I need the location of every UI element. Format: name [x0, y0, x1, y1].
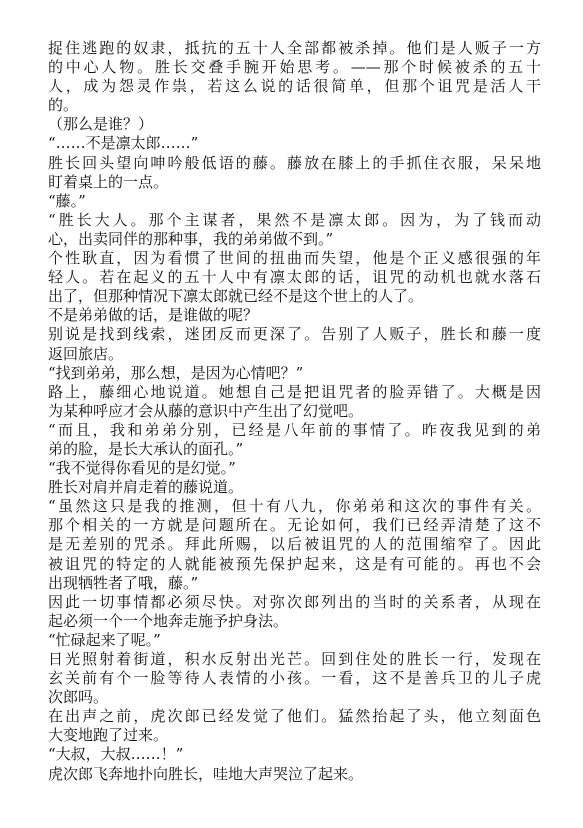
text-line: 的。 [48, 96, 79, 115]
text-line: 在出声之前，虎次郎已经发觉了他们。猛然抬起了头，他立刻面色 [48, 707, 541, 726]
text-line: 日光照射着街道，积水反射出光芒。回到住处的胜长一行，发现在 [48, 650, 541, 668]
text-line: 的中心人物。胜长交叠手腕开始思考。——那个时候被杀的五十 [48, 58, 541, 77]
text-line: “找到弟弟，那么想，是因为心情吧？” [48, 363, 304, 382]
text-line: 为某种呼应才会从藤的意识中产生出了幻觉吧。 [48, 401, 364, 420]
text-line: 那个相关的一方就是问题所在。无论如何，我们已经弄清楚了这不 [48, 516, 541, 535]
text-line: “我不觉得你看见的是幻觉。” [48, 459, 236, 478]
text-line: “大叔，大叔……！” [48, 745, 184, 764]
text-line: 不是弟弟做的话，是谁做的呢？ [48, 306, 259, 325]
text-line: 捉住逃跑的奴隶，抵抗的五十人全部都被杀掉。他们是人贩子一方 [48, 39, 541, 57]
text-line: 次郎吗。 [48, 688, 109, 707]
text-line: 出了，但那种情况下凛太郎就已经不是这个世上的人了。 [48, 287, 424, 306]
text-line: 玄关前有个一脸等待人表情的小孩。一看，这不是善兵卫的儿子虎 [48, 669, 541, 688]
text-line: 胜长回头望向呻吟般低语的藤。藤放在膝上的手抓住衣服，呆呆地 [48, 153, 541, 172]
text-line: “……不是凛太郎……” [48, 134, 199, 153]
text-line: 个性耿直，因为看惯了世间的扭曲而失望，他是个正义感很强的年 [48, 249, 541, 268]
text-line: “虽然这只是我的推测，但十有八九，你弟弟和这次的事件有关。 [48, 497, 541, 516]
body-text [48, 39, 541, 784]
text-line: 盯着桌上的一点。 [48, 172, 169, 191]
text-line: 被诅咒的特定的人就能被预先保护起来，这是有可能的。再也不会 [48, 554, 541, 573]
text-line: 别说是找到线索，迷团反而更深了。告别了人贩子，胜长和藤一度 [48, 325, 541, 344]
text-line: “藤。” [48, 191, 86, 210]
text-line: 返回旅店。 [48, 344, 124, 363]
text-line: 胜长对肩并肩走着的藤说道。 [48, 478, 244, 497]
text-line: 弟的脸，是长大承认的面孔。” [48, 439, 244, 458]
text-line: “而且，我和弟弟分别，已经是八年前的事情了。昨夜我见到的弟 [48, 420, 541, 439]
text-line: （那么是谁？） [48, 115, 154, 134]
text-line: “胜长大人。那个主谋者，果然不是凛太郎。因为，为了钱而动 [48, 210, 541, 229]
text-line: 人，成为怨灵作祟，若这么说的话很简单，但那个诅咒是活人干 [48, 77, 541, 96]
text-line: “忙碌起来了呢。” [48, 630, 161, 649]
text-line: 路上，藤细心地说道。她想自己是把诅咒者的脸弄错了。大概是因 [48, 382, 541, 401]
text-line: 大变地跑了过来。 [48, 726, 169, 745]
text-line: 虎次郎飞奔地扑向胜长，哇地大声哭泣了起来。 [48, 764, 364, 783]
text-line: 是无差别的咒杀。拜此所赐，以后被诅咒的人的范围缩窄了。因此 [48, 535, 541, 554]
text-line: 出现牺牲者了哦，藤。” [48, 573, 199, 592]
text-line: 起必须一个一个地奔走施予护身法。 [48, 611, 289, 630]
text-line: 心，出卖同伴的那种事，我的弟弟做不到。” [48, 229, 334, 248]
text-line: 轻人。若在起义的五十人中有凛太郎的话，诅咒的动机也就水落石 [48, 268, 541, 287]
text-line: 因此一切事情都必须尽快。对弥次郎列出的当时的关系者，从现在 [48, 592, 541, 611]
